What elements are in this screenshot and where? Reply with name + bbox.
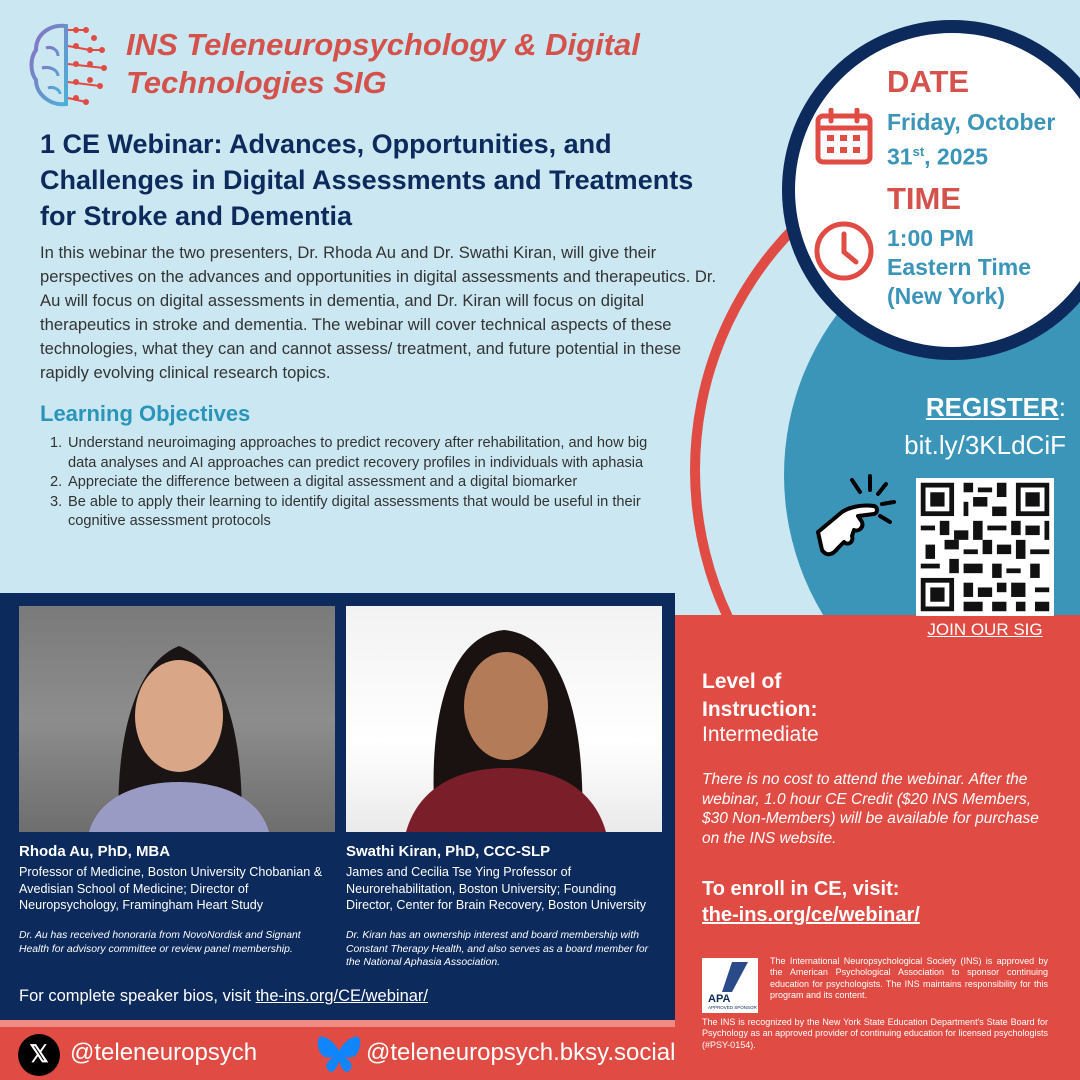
webinar-description: In this webinar the two presenters, Dr. Rhoda Au and Dr. Swathi Kiran, will give their perspectives on the advances and opportunities in digital assessments and therapeutics. Dr. Au will focus on digital assessments in dementia, and Dr. Kiran will focus on digital therapeutics in stroke and dementia. The webinar will cover technical aspects of these technologies, what they can and cannot assess/ treatment, and future potential in these rapidly evolving clinical research topics. — [40, 243, 717, 382]
date-suffix: st — [912, 144, 925, 159]
speaker-title: Professor of Medicine, Boston University Chobanian & Avedisian School of Medicine; Director of Neuropsychology, Framingham Heart Study — [19, 865, 323, 912]
objective-item — [50, 473, 670, 493]
bios-prefix: For complete speaker bios, visit — [19, 987, 256, 1005]
webinar-title: 1 CE Webinar: Advances, Opportunities, and Challenges in Digital Assessments and Treatments for Stroke and Dementia — [40, 129, 694, 231]
apa-logo-text: APA — [708, 993, 731, 1005]
speaker-bios-line — [19, 987, 659, 1006]
objective-text: Understand neuroimaging approaches to predict recovery after rehabilitation, and how big data analyses and AI approaches can predict recovery profiles in individuals with aphasia — [68, 435, 648, 471]
qr-code[interactable] — [916, 478, 1054, 616]
enroll-link[interactable]: the-ins.org/ce/webinar/ — [702, 904, 920, 926]
date-line: Friday, October — [887, 109, 1056, 135]
cost-notice: There is no cost to attend the webinar. After the webinar, 1.0 hour CE Credit ($20 INS Members, $30 Non-Members) will be available for purchase on the INS website. — [702, 771, 1039, 847]
divider-strip — [0, 1020, 675, 1027]
objective-text: Be able to apply their learning to identify digital assessments that would be useful in their cognitive assessment protocols — [68, 493, 641, 529]
learning-objectives-heading: Learning Objectives — [40, 401, 251, 426]
speaker-photo-kiran — [346, 606, 662, 832]
objective-text: Appreciate the difference between a digital assessment and a digital biomarker — [68, 474, 578, 490]
speaker-name: Rhoda Au, PhD, MBA — [19, 843, 171, 860]
objective-number: 3. — [50, 493, 63, 510]
time-zone: Eastern Time — [887, 254, 1032, 280]
objective-item — [50, 493, 670, 532]
speaker-disclosure: Dr. Kiran has an ownership interest and board membership with Constant Therapy Health, and also serves as a board member for the National Aphasia Association. — [346, 930, 649, 968]
date-day: 31 — [887, 143, 913, 170]
nys-statement: The INS is recognized by the New York State Education Department's State Board for Psychology as an approved provider of continuing education for licensed psychologists (#PSY-0154). — [702, 1017, 1048, 1050]
speaker-disclosure: Dr. Au has received honoraria from NovoNordisk and Signant Health for advisory committee or review panel membership. — [19, 930, 301, 955]
calendar-icon — [814, 108, 874, 166]
portrait-graphic — [19, 606, 335, 832]
learning-objectives-list — [50, 434, 670, 532]
objective-number: 2. — [50, 474, 63, 490]
enroll-label: To enroll in CE, visit: — [702, 878, 900, 900]
level-value: Intermediate — [702, 723, 819, 746]
register-label[interactable]: REGISTER — [925, 392, 1059, 422]
level-label: Level of Instruction: — [702, 670, 818, 721]
bluesky-butterfly-icon[interactable] — [316, 1033, 362, 1075]
apa-logo-subtext: APPROVED SPONSOR — [708, 1005, 757, 1010]
clock-icon — [813, 220, 875, 282]
apa-statement: The International Neuropsychological Society (INS) is approved by the American Psychological Association to sponsor continuing education for psychologists. The INS maintains responsibility for this program and its content. — [770, 956, 1048, 1000]
bluesky-handle[interactable]: @teleneuropsych.bksy.social — [366, 1039, 676, 1066]
enroll-block — [702, 876, 1062, 928]
register-link[interactable]: bit.ly/3KLdCiF — [904, 430, 1066, 460]
speaker-title: James and Cecilia Tse Ying Professor of Neurorehabilitation, Boston University; Founding Director, Center for Brain Recovery, Boston University — [346, 865, 647, 912]
speaker-name: Swathi Kiran, PhD, CCC-SLP — [346, 843, 551, 860]
time-city: (New York) — [887, 283, 1006, 309]
time-line: 1:00 PM — [887, 225, 974, 251]
objective-item — [50, 434, 670, 473]
join-sig-link[interactable]: JOIN OUR SIG — [927, 620, 1043, 639]
event-time — [887, 224, 1080, 311]
pointing-hand-icon — [808, 472, 904, 564]
apa-approved-sponsor-logo — [702, 958, 758, 1013]
objective-number: 1. — [50, 435, 63, 451]
apa-logo-graphic — [702, 958, 758, 1013]
date-year: , 2025 — [924, 143, 989, 170]
sig-title: INS Teleneuropsychology & Digital Technologies SIG — [126, 27, 640, 100]
bios-link[interactable]: the-ins.org/CE/webinar/ — [255, 987, 429, 1005]
date-label: DATE — [887, 64, 970, 99]
brain-logo-icon — [28, 20, 112, 110]
x-handle[interactable]: @teleneuropsych — [70, 1039, 258, 1066]
x-logo-icon[interactable]: 𝕏 — [18, 1034, 60, 1076]
event-date — [887, 108, 1080, 172]
time-label: TIME — [887, 181, 962, 216]
portrait-graphic — [346, 606, 662, 832]
speaker-photo-au — [19, 606, 335, 832]
register-block — [880, 388, 1066, 464]
register-colon: : — [1058, 392, 1066, 422]
